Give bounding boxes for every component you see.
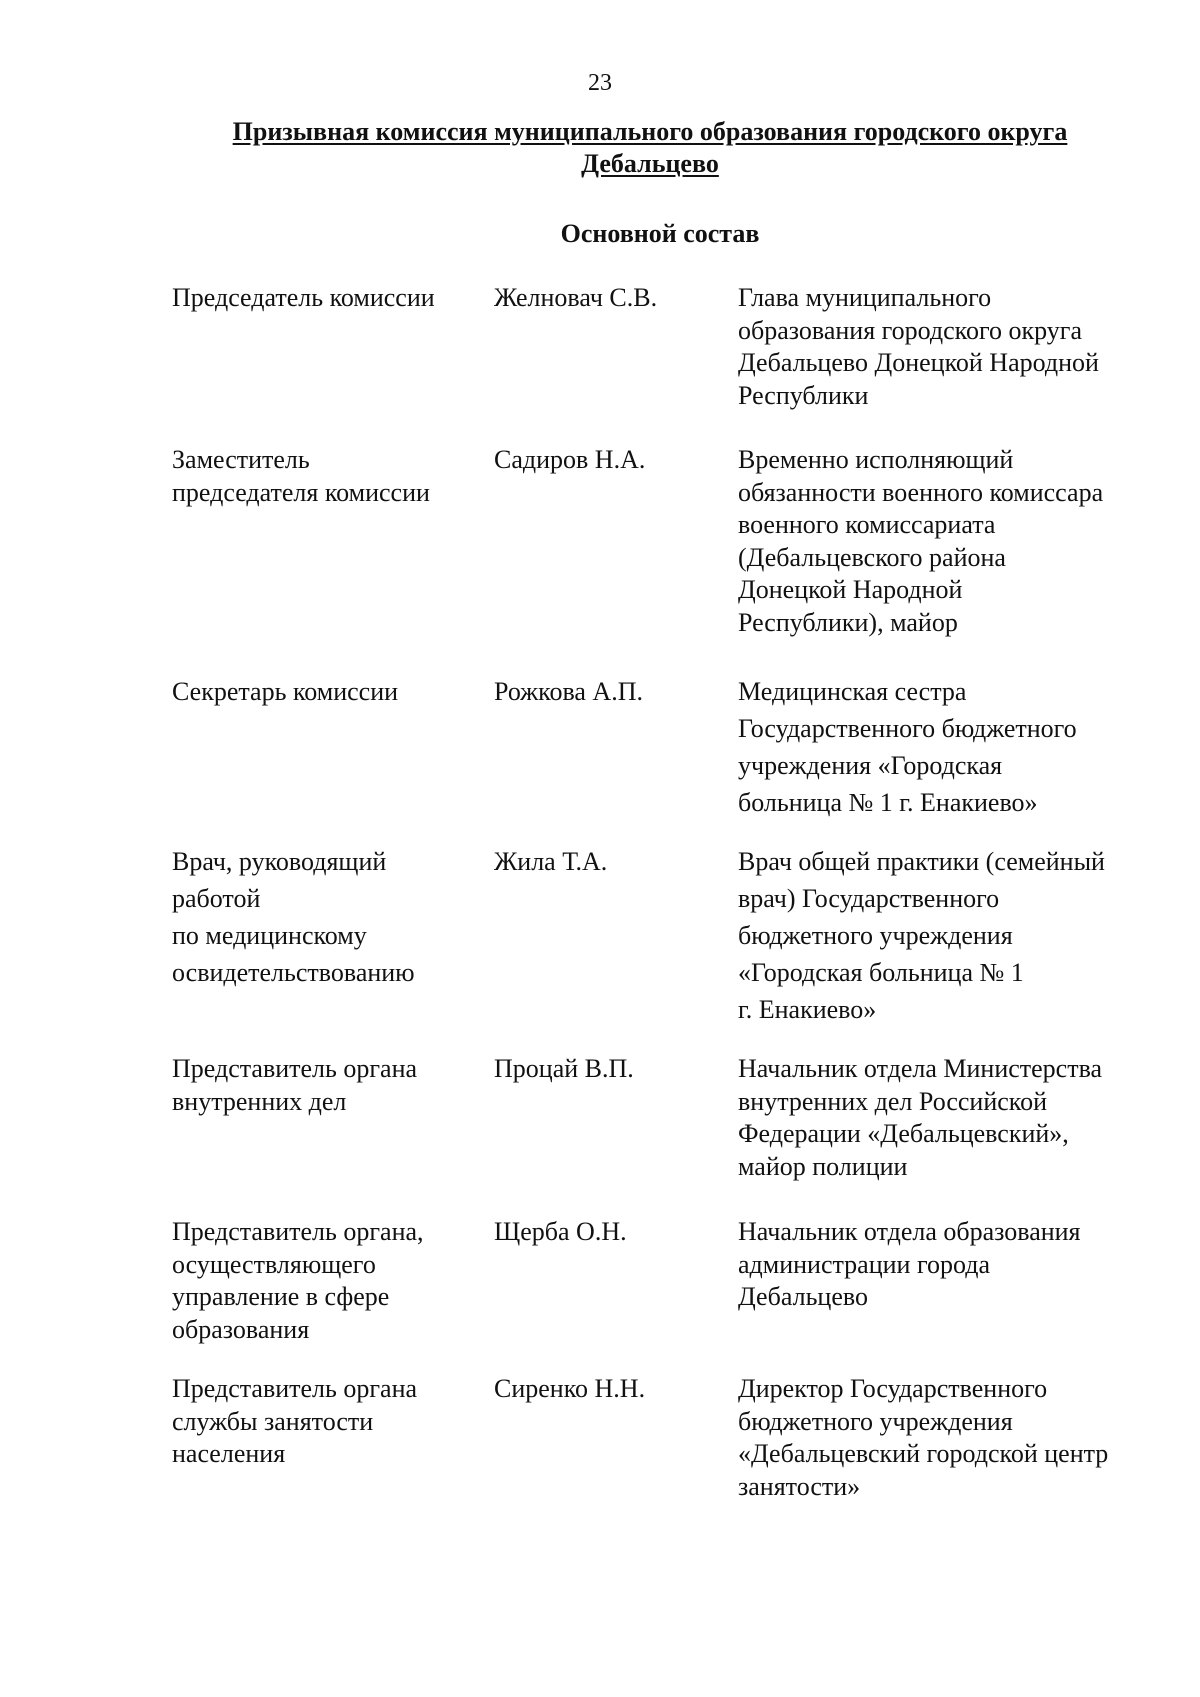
member-description-line: Федерации «Дебальцевский», (738, 1119, 1069, 1148)
member-description-line: «Дебальцевский городской центр (738, 1439, 1109, 1468)
member-role-line: осуществляющего (172, 1249, 376, 1279)
member-role (172, 444, 472, 509)
member-description (738, 282, 1158, 412)
document-title (180, 116, 1120, 180)
member-description-line: внутренних дел Российской (738, 1086, 1048, 1116)
member-role (172, 1053, 472, 1118)
member-description-line: Дебальцево Донецкой Народной (738, 348, 1099, 377)
member-name: Жила Т.А. (494, 847, 608, 876)
member-description-line: Медицинская сестра (738, 677, 967, 706)
member-role-line: работой (172, 884, 261, 913)
member-role-line: Секретарь комиссии (172, 677, 399, 706)
member-description-line: Республики), майор (738, 607, 958, 637)
member-role-line: населения (172, 1439, 286, 1468)
member-description-line: Государственного бюджетного (738, 714, 1077, 743)
member-role-line: управление в сфере (172, 1282, 390, 1311)
member-description-line: бюджетного учреждения (738, 1406, 1013, 1436)
member-name: Сиренко Н.Н. (494, 1374, 646, 1403)
member-description-line: образования городского округа (738, 315, 1083, 345)
member-role-line: Представитель органа, (172, 1217, 424, 1246)
member-description-line: Глава муниципального (738, 283, 992, 312)
member-role (172, 282, 472, 315)
member-description-line: бюджетного учреждения (738, 921, 1013, 950)
member-description-line: майор полиции (738, 1151, 908, 1181)
member-description-line: учреждения «Городская (738, 751, 1003, 780)
member-name: Желновач С.В. (494, 283, 658, 312)
member-description (738, 1216, 1158, 1314)
member-description-line: Начальник отдела образования (738, 1217, 1081, 1246)
member-description-line: (Дебальцевского района (738, 542, 1006, 572)
member-role-line: председателя комиссии (172, 477, 430, 507)
member-name: Садиров Н.А. (494, 445, 646, 474)
member-description-line: Временно исполняющий (738, 445, 1014, 474)
member-description (738, 673, 1158, 821)
member-role (172, 673, 472, 710)
member-description (738, 444, 1158, 639)
member-description-line: Начальник отдела Министерства (738, 1054, 1103, 1083)
member-role-line: Представитель органа (172, 1374, 418, 1403)
member-role-line: по медицинскому (172, 921, 367, 950)
member-role (172, 1373, 472, 1471)
member-role-line: Заместитель (172, 445, 310, 474)
member-role-line: Представитель органа (172, 1054, 418, 1083)
member-description (738, 1053, 1158, 1183)
section-title: Основной состав (560, 219, 760, 248)
member-name: Рожкова А.П. (494, 677, 643, 706)
member-role-line: образования (172, 1314, 310, 1344)
member-role-line: Врач, руководящий (172, 847, 387, 876)
member-description (738, 1373, 1158, 1503)
member-role-line: освидетельствованию (172, 958, 415, 987)
member-description-line: Директор Государственного (738, 1374, 1048, 1403)
page-number: 23 (588, 70, 612, 96)
member-description-line: Дебальцево (738, 1282, 868, 1311)
member-description-line: администрации города (738, 1249, 991, 1279)
member-description-line: занятости» (738, 1471, 861, 1501)
member-description-line: военного комиссариата (738, 510, 996, 539)
member-name: Щерба О.Н. (494, 1217, 627, 1246)
member-description-line: врач) Государственного (738, 884, 1000, 913)
member-role-line: внутренних дел (172, 1086, 347, 1116)
member-description (738, 843, 1158, 1028)
member-description-line: г. Енакиево» (738, 995, 877, 1024)
member-description-line: Донецкой Народной (738, 575, 963, 604)
member-role-line: службы занятости (172, 1406, 374, 1436)
document-title-line-1: Призывная комиссия муниципального образования городского округа (232, 117, 1068, 146)
member-description-line: обязанности военного комиссара (738, 477, 1104, 507)
document-title-line-2: Дебальцево (581, 149, 719, 178)
member-role (172, 843, 472, 991)
member-description-line: Республики (738, 380, 869, 410)
member-description-line: Врач общей практики (семейный (738, 847, 1105, 876)
member-description-line: «Городская больница № 1 (738, 958, 1024, 987)
member-role-line: Председатель комиссии (172, 283, 435, 312)
member-description-line: больница № 1 г. Енакиево» (738, 788, 1038, 817)
member-role (172, 1216, 472, 1346)
member-name: Процай В.П. (494, 1054, 634, 1083)
